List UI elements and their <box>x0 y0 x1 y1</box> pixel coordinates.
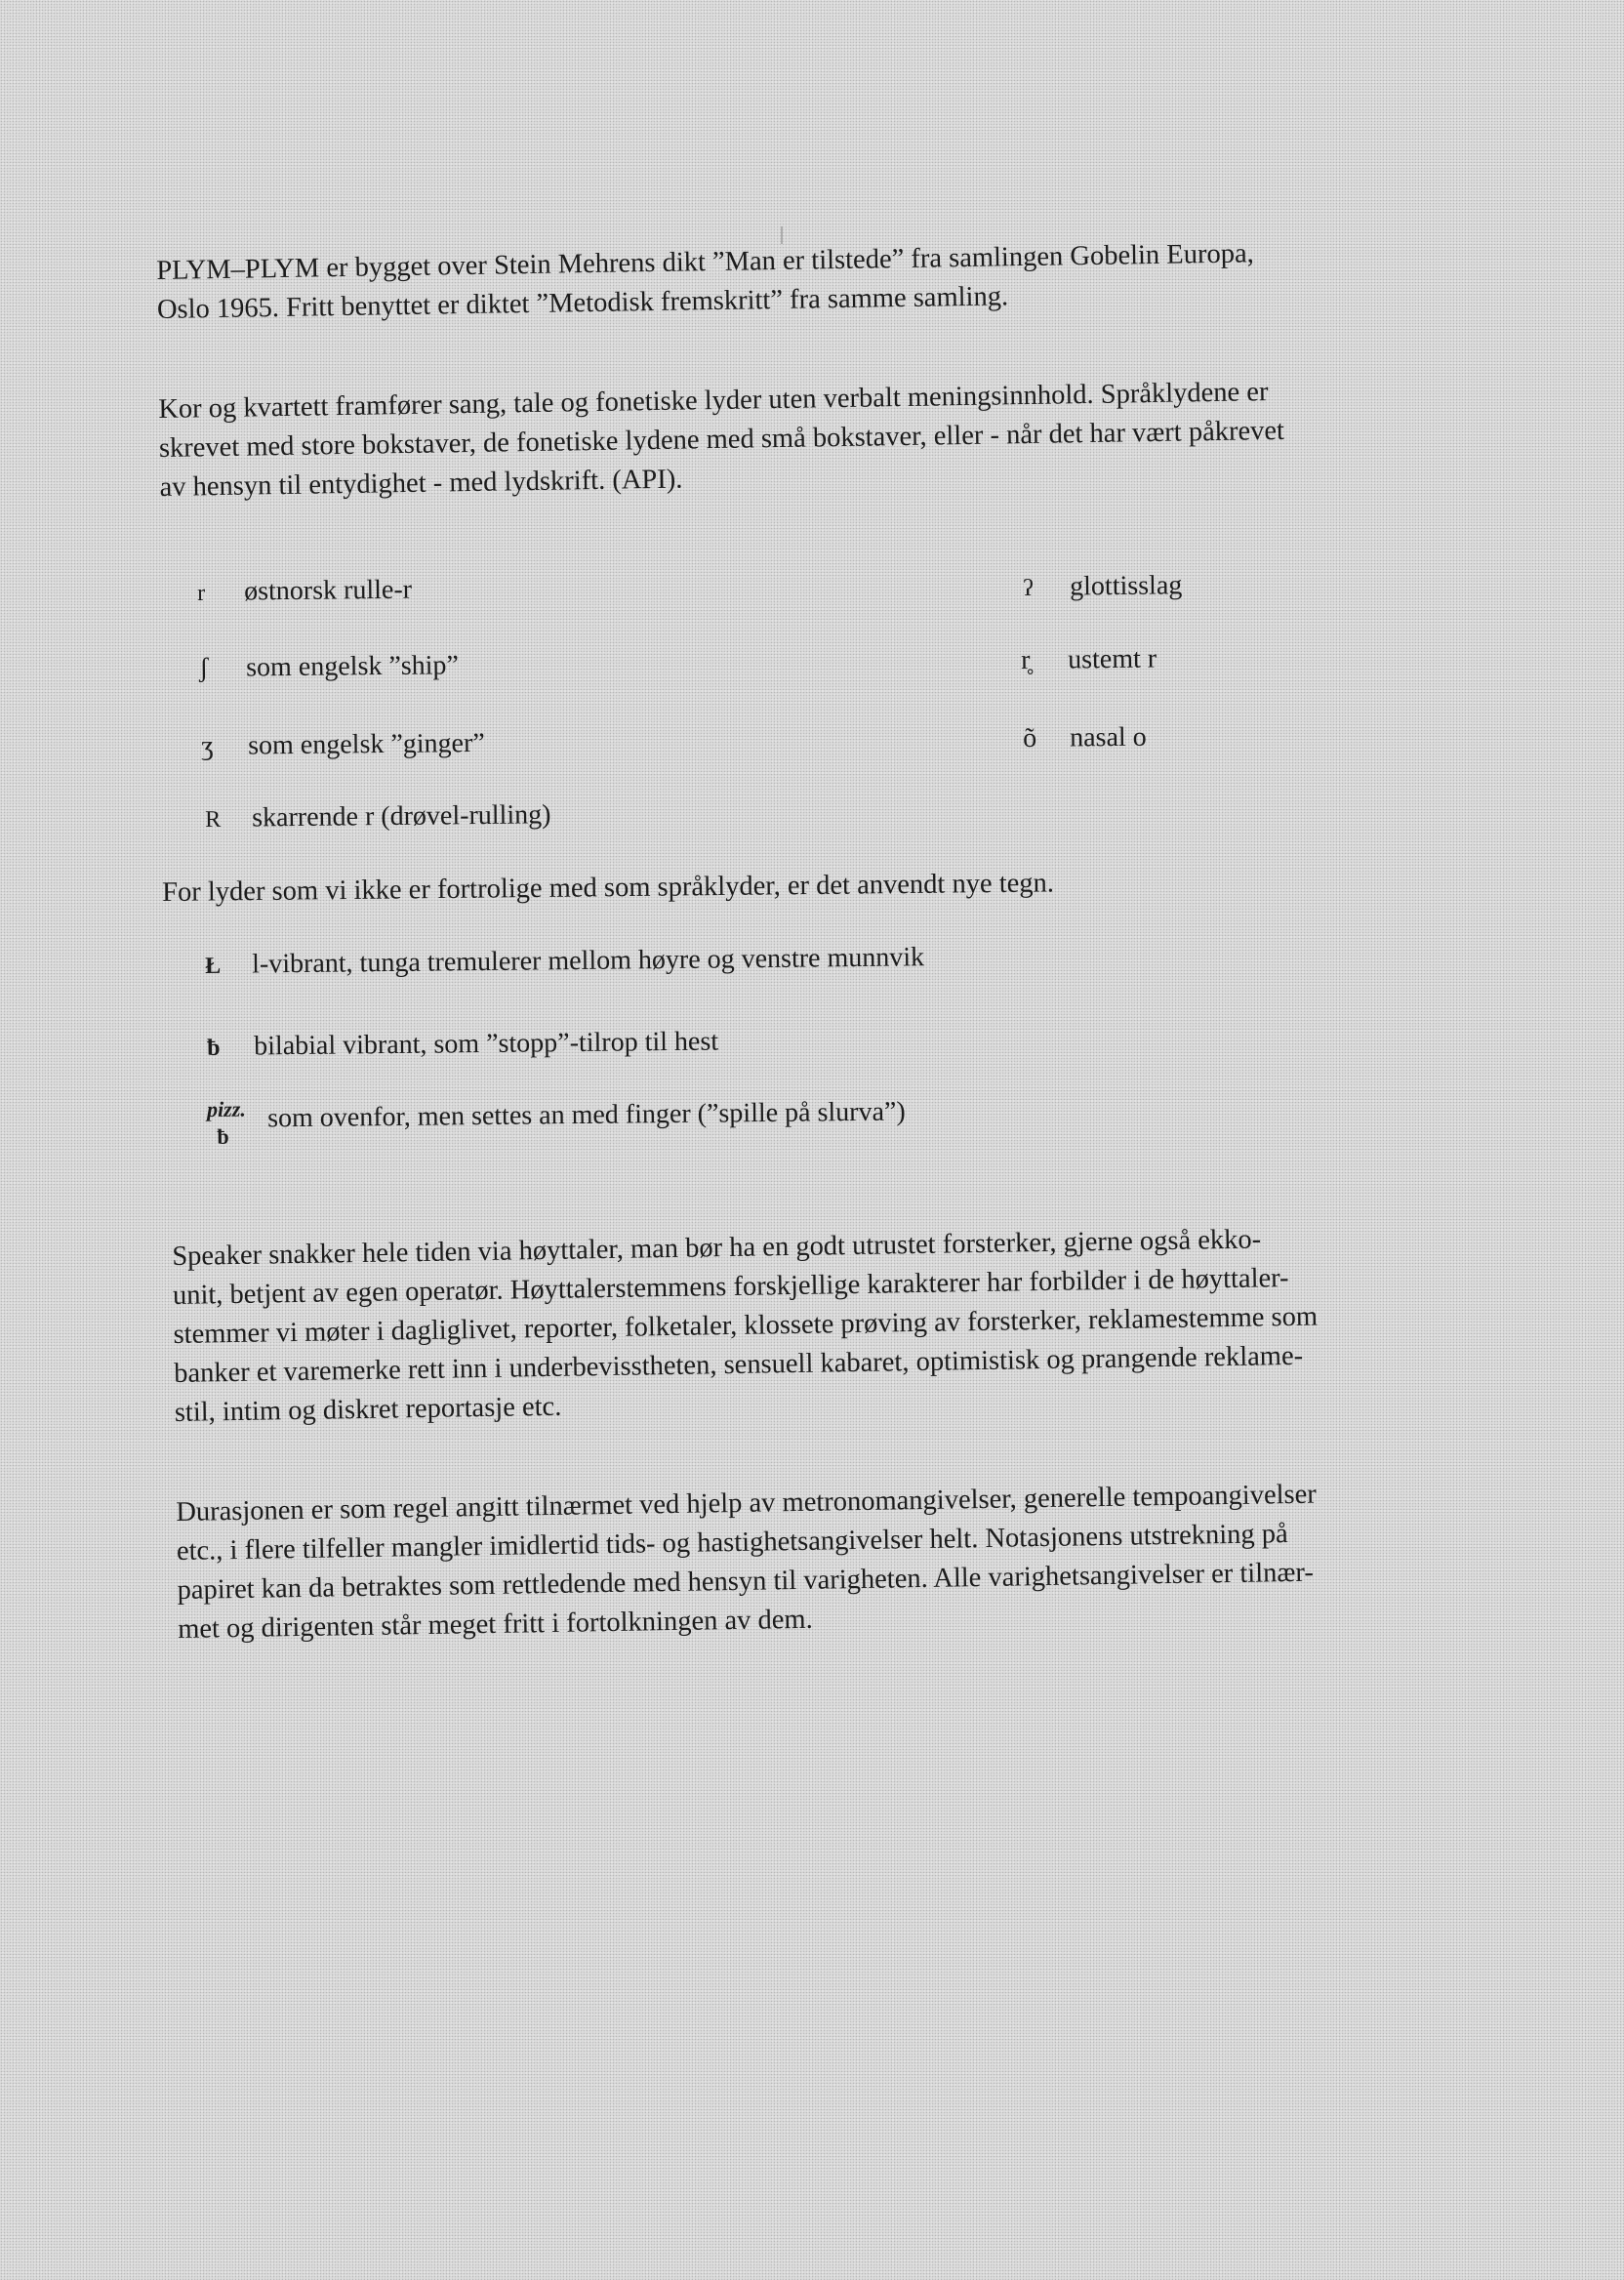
paragraph-line: Kor og kvartett framfører sang, tale og fonetiske lyder uten verbalt meningsinnhold. Språklydene er <box>158 377 1269 425</box>
new-symbol-description: bilabial vibrant, som ”stopp”-tilrop til hest <box>254 1026 719 1062</box>
phonetic-entry <box>1023 569 1182 605</box>
paragraph-line: av hensyn til entydighet - med lydskrift. (API). <box>159 464 683 503</box>
kor-paragraph <box>158 370 1458 508</box>
intro-paragraph <box>156 231 1455 330</box>
paragraph-line: Durasjonen er som regel angitt tilnærmet ved hjelp av metronomangivelser, generelle tempoangivelser <box>176 1479 1317 1527</box>
new-symbol-entry <box>207 1026 718 1065</box>
paragraph-line: stemmer vi møter i dagliglivet, reporter, folketaler, klossete prøving av forsterker, reklamestemme som <box>173 1301 1319 1350</box>
phonetic-symbol: ʒ <box>201 730 214 761</box>
pizz-symbol <box>206 1096 267 1149</box>
new-symbol-entry <box>206 1096 906 1149</box>
new-symbol: ƀ <box>217 1123 229 1149</box>
paragraph-line: etc., i flere tilfeller mangler imidlertid tids- og hastighetsangivelser helt. Notasjonens utstrekning på <box>176 1519 1288 1567</box>
phonetic-entry <box>197 574 412 610</box>
phonetic-description: ustemt r <box>1068 643 1157 675</box>
phonetic-symbol: ʔ <box>1023 575 1034 601</box>
phonetic-description: skarrende r (drøvel-rulling) <box>252 799 551 834</box>
paragraph-line: unit, betjent av egen operatør. Høyttalerstemmens forskjellige karakterer har forbilder i de høyttaler- <box>172 1263 1289 1311</box>
phonetic-description: glottisslag <box>1070 570 1183 602</box>
new-symbol-entry <box>205 941 924 983</box>
new-symbol-description: som ovenfor, men settes an med finger (”spille på slurva”) <box>267 1096 906 1134</box>
new-symbol: ƀ <box>207 1035 221 1061</box>
new-symbols-intro <box>162 862 1284 913</box>
phonetic-symbol: r̥ <box>1021 644 1031 675</box>
phonetic-symbol: R <box>205 806 222 833</box>
phonetic-entry <box>201 727 485 763</box>
paragraph-line: Oslo 1965. Fritt benyttet er diktet ”Metodisk fremskritt” fra samme samling. <box>156 281 1009 325</box>
duration-paragraph <box>176 1473 1495 1649</box>
paragraph-line: papiret kan da betraktes som rettledende med hensyn til varigheten. Alle varighetsangivelser er tilnær- <box>177 1557 1315 1606</box>
paragraph-line: skrevet med store bokstaver, de fonetiske lydene med små bokstaver, eller - når det har vært påkrevet <box>158 415 1285 464</box>
phonetic-description: østnorsk rulle-r <box>244 574 413 607</box>
paragraph-line: Speaker snakker hele tiden via høyttaler, man bør ha en godt utrustet forsterker, gjerne også ekko- <box>172 1224 1262 1272</box>
paragraph-line: banker et varemerke rett inn i underbevisstheten, sensuell kabaret, optimistisk og prangende reklame- <box>173 1340 1304 1389</box>
phonetic-entry <box>1021 643 1157 677</box>
phonetic-symbol: r <box>197 580 206 606</box>
phonetic-entry <box>1023 721 1147 755</box>
paragraph-line: For lyder som vi ikke er fortrolige med som språklyder, er det anvendt nye tegn. <box>162 868 1055 908</box>
speaker-paragraph <box>172 1217 1492 1433</box>
phonetic-symbol: õ <box>1023 722 1037 753</box>
paragraph-line: PLYM–PLYM er bygget over Stein Mehrens dikt ”Man er tilstede” fra samlingen Gobelin Europa, <box>156 238 1254 286</box>
phonetic-description: som engelsk ”ginger” <box>248 727 485 761</box>
paragraph-line: met og dirigenten står meget fritt i fortolkningen av dem. <box>177 1604 813 1645</box>
phonetic-entry <box>205 798 551 836</box>
pizz-marking: pizz. <box>206 1096 246 1121</box>
phonetic-entry <box>199 649 459 685</box>
phonetic-symbol: ʃ <box>199 652 209 683</box>
phonetic-description: som engelsk ”ship” <box>246 650 460 683</box>
new-symbol-description: l-vibrant, tunga tremulerer mellom høyre og venstre munnvik <box>252 942 925 980</box>
new-symbol: Ł <box>205 953 222 979</box>
phonetic-description: nasal o <box>1070 721 1147 753</box>
paragraph-line: stil, intim og diskret reportasje etc. <box>174 1391 562 1428</box>
